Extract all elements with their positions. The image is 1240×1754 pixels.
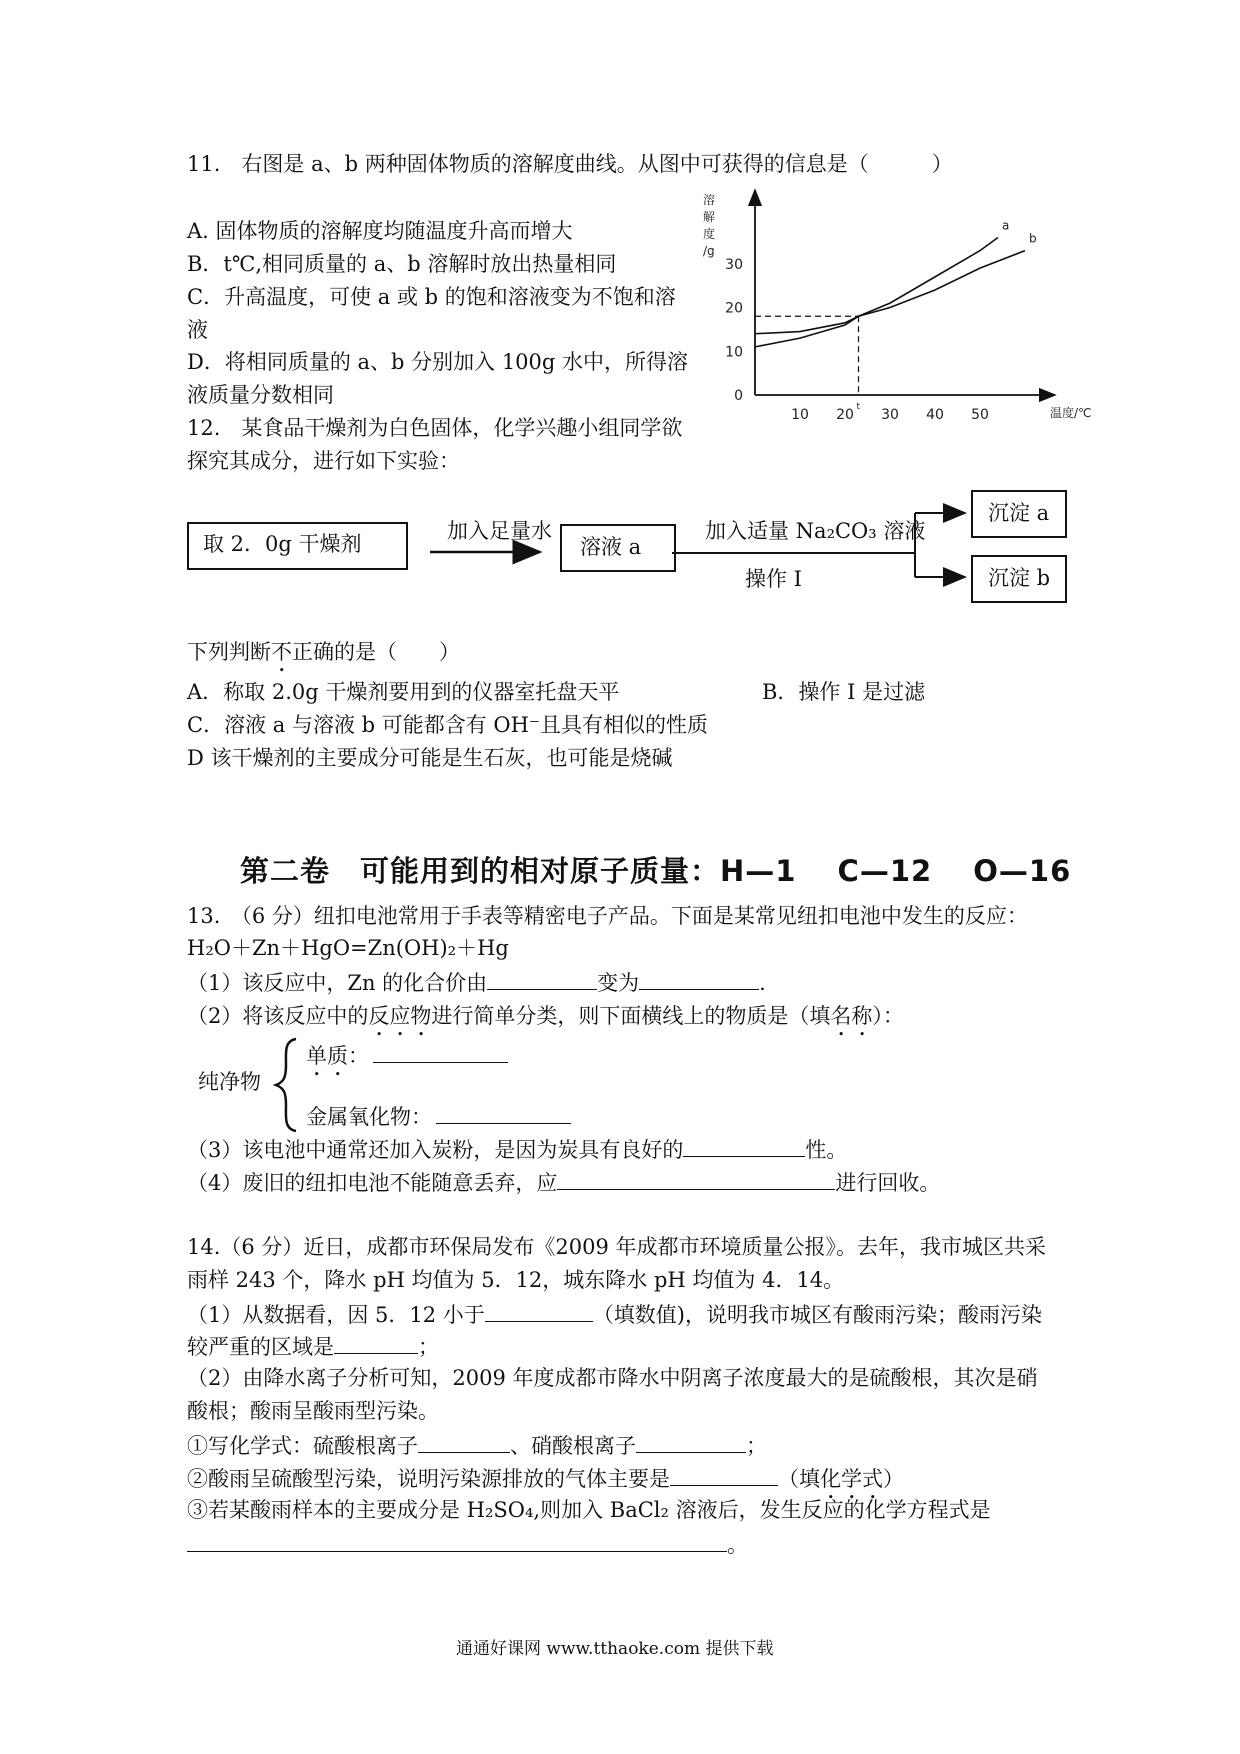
q12-stem-line2: 探究其成分，进行如下实验：	[187, 449, 460, 473]
flow-box-sample-label: 取 2．0g 干燥剂	[203, 532, 362, 556]
curve-label-a: a	[1002, 218, 1010, 233]
q13-oxide-row: 金属氧化物：	[306, 1105, 571, 1128]
answer-blank[interactable]	[373, 1044, 508, 1063]
y-axis-label: 度	[703, 227, 716, 241]
x-tick-label: 40	[926, 407, 944, 423]
q14-part2-line2: 酸根；酸雨呈酸雨型污染。	[187, 1399, 439, 1423]
q12-option-a: A．称取 2.0g 干燥剂要用到的仪器室托盘天平	[187, 680, 620, 704]
y-tick-label: 30	[725, 256, 743, 273]
y-tick-label: 20	[725, 300, 743, 317]
q13-part3: （3）该电池中通常还加入炭粉，是因为炭具有良好的 性。	[187, 1138, 848, 1162]
y-tick-label: 0	[734, 388, 743, 404]
q11-option-d-line2: 液质量分数相同	[187, 383, 334, 407]
answer-blank[interactable]	[670, 1467, 778, 1486]
q13-part4: （4）废旧的纽扣电池不能随意丢弃，应 进行回收。	[187, 1171, 941, 1195]
y-axis-label: 溶	[703, 193, 716, 207]
curve-label-b: b	[1029, 231, 1037, 246]
q14-part2-line1: （2）由降水离子分析可知，2009 年度成都市降水中阴离子浓度最大的是硫酸根，其次是硝	[187, 1366, 1038, 1390]
q14-sub3: ③若某酸雨样本的主要成分是 H₂SO₄,则加入 BaCl₂ 溶液后，发生反应的化学方程式是	[187, 1498, 991, 1522]
q14-sub2: ②酸雨呈硫酸型污染，说明污染源排放的气体主要是 （填化学式）	[187, 1467, 904, 1491]
q11-option-c-line2: 液	[187, 318, 208, 342]
q12-option-d: D 该干燥剂的主要成分可能是生石灰，也可能是烧碱	[187, 746, 673, 770]
q14-sub1: ①写化学式：硫酸根离子 、硝酸根离子 ；	[187, 1434, 767, 1458]
answer-blank[interactable]	[436, 1105, 571, 1124]
q12-stem-line1: 12. 某食品干燥剂为白色固体，化学兴趣小组同学欲	[187, 416, 683, 440]
answer-blank[interactable]	[487, 971, 597, 990]
answer-blank[interactable]	[187, 1533, 727, 1552]
q13-element-row: 单质：	[306, 1044, 508, 1081]
x-axis-label: 温度/℃	[1050, 406, 1092, 420]
section-two-title: 第二卷 可能用到的相对原子质量：H—1 C—12 O—16	[240, 854, 1072, 888]
q13-pure-substance-label: 纯净物	[198, 1070, 261, 1094]
flow-box-solution-a-label: 溶液 a	[580, 535, 642, 559]
y-axis-label: /g	[703, 244, 715, 258]
q11-option-a: A. 固体物质的溶解度均随温度升高而增大	[187, 219, 573, 243]
q13-part1: （1）该反应中，Zn 的化合价由 变为 .	[187, 971, 766, 995]
q11-option-b: B．t℃,相同质量的 a、b 溶解时放出热量相同	[187, 252, 617, 276]
answer-blank[interactable]	[636, 1434, 746, 1453]
q14-stem-line1: 14.（6 分）近日，成都市环保局发布《2009 年成都市环境质量公报》。去年，我市城区共采	[187, 1235, 1047, 1259]
q13-part2: （2）将该反应中的反应物进行简单分类，则下面横线上的物质是（填名称）：	[187, 1004, 904, 1028]
x-tick-label: 50	[971, 407, 989, 423]
x-tick-label: 10	[791, 407, 809, 423]
q14-part1-line1: （1）从数据看，因 5．12 小于 （填数值)，说明我市城区有酸雨污染；酸雨污染	[187, 1303, 1042, 1327]
answer-blank[interactable]	[334, 1335, 418, 1354]
q11-option-d-line1: D．将相同质量的 a、b 分别加入 100g 水中，所得溶	[187, 350, 689, 374]
flow-box-precip-a-label: 沉淀 a	[988, 501, 1050, 525]
curly-brace	[272, 1035, 302, 1135]
footer-source: 通通好课网 www.tthaoke.com 提供下载	[456, 1639, 774, 1659]
answer-blank[interactable]	[683, 1138, 805, 1157]
q14-sub3-answer-line: 。	[187, 1533, 748, 1556]
x-tick-label: 20	[836, 407, 854, 423]
q11-option-c-line1: C．升高温度，可使 a 或 b 的饱和溶液变为不饱和溶	[187, 285, 676, 309]
q14-stem-line2: 雨样 243 个，降水 pH 均值为 5．12，城东降水 pH 均值为 4．14。	[187, 1268, 845, 1292]
flow-arrows	[0, 0, 1240, 700]
y-axis-label: 解	[703, 210, 716, 224]
answer-blank[interactable]	[485, 1303, 593, 1322]
q12-option-c: C．溶液 a 与溶液 b 可能都含有 OH⁻且具有相似的性质	[187, 713, 709, 737]
flow-arrow2-label: 加入适量 Na₂CO₃ 溶液	[705, 519, 926, 543]
flow-arrow1-label: 加入足量水	[447, 519, 552, 543]
q12-option-b: B．操作 I 是过滤	[762, 680, 926, 704]
y-tick-label: 10	[725, 344, 743, 361]
q12-judge-prompt: 下列判断不正确的是（ ）	[187, 640, 460, 664]
answer-blank[interactable]	[557, 1171, 835, 1190]
answer-blank[interactable]	[418, 1434, 510, 1453]
answer-blank[interactable]	[639, 971, 759, 990]
flow-operation-label: 操作 I	[745, 567, 802, 591]
t-label: t	[856, 402, 861, 412]
q13-equation: H₂O＋Zn＋HgO=Zn(OH)₂＋Hg	[187, 936, 509, 960]
q11-stem: 11. 右图是 a、b 两种固体物质的溶解度曲线。从图中可获得的信息是（ ）	[187, 152, 953, 176]
q13-stem: 13. （6 分）纽扣电池常用于手表等精密电子产品。下面是某常见纽扣电池中发生的反应：	[187, 904, 1028, 928]
q14-part1-line2: 较严重的区域是 ；	[187, 1335, 439, 1359]
flow-box-precip-b-label: 沉淀 b	[988, 566, 1051, 590]
x-tick-label: 30	[881, 407, 899, 423]
